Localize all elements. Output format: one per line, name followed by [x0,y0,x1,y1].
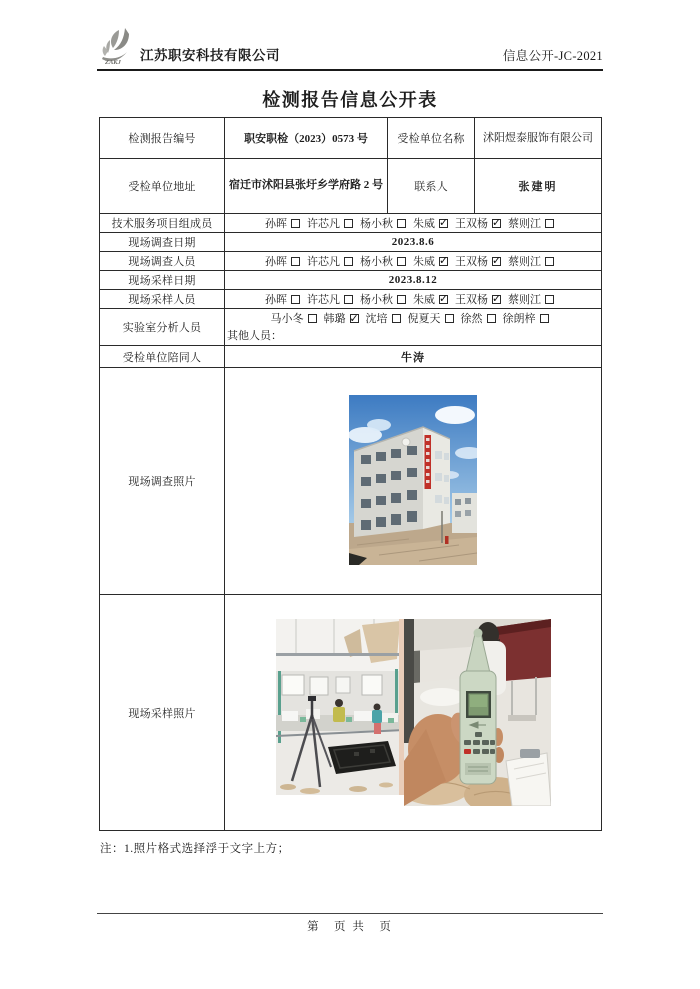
companion-value: 牛涛 [225,346,602,368]
staff-member [324,313,359,325]
staff-member [265,218,300,230]
checkbox-icon [397,219,406,228]
staff-member-name: 蔡则江 [508,256,541,268]
sampling-date-value: 2023.8.12 [225,271,602,290]
other-staff-label: 其他人员： [227,329,282,342]
checkbox-checked-icon [439,219,448,228]
table-row [100,118,602,159]
checkbox-checked-icon [492,219,501,228]
checkbox-icon [545,219,554,228]
survey-date-value: 2023.8.6 [225,233,602,252]
staff-member [366,313,401,325]
staff-member-name: 许芯凡 [307,294,340,306]
lab-staff-members [227,311,599,327]
checkbox-icon [540,314,549,323]
checkbox-checked-icon [492,295,501,304]
staff-member-name: 徐然 [460,312,483,325]
table-row [100,214,602,233]
staff-member-name: 王双杨 [455,218,488,230]
staff-member-name: 朱威 [413,294,435,306]
staff-member [360,294,406,306]
table-row [100,368,602,595]
page-footer: 第 页 共 页 [97,913,603,934]
staff-member [271,313,317,325]
checkbox-icon [392,314,401,323]
staff-member-name: 杨小秋 [360,294,393,306]
staff-member [455,256,501,268]
checkbox-icon [291,295,300,304]
staff-member-name: 许芯凡 [307,218,340,230]
staff-member [360,218,406,230]
survey-staff-members [225,252,602,271]
staff-member [413,256,448,268]
sampling-date-label: 现场采样日期 [100,271,225,290]
checkbox-icon [445,314,454,323]
staff-member-name: 马小冬 [270,312,304,325]
checkbox-icon [308,314,317,323]
staff-member-name: 韩璐 [323,312,346,325]
address-label: 受检单位地址 [100,159,225,214]
staff-member-name: 倪夏天 [407,312,441,325]
checkbox-icon [344,257,353,266]
staff-member-name: 徐朗梓 [502,312,536,325]
company-logo-icon [97,26,139,66]
sampling-staff-label: 现场采样人员 [100,290,225,309]
table-row [100,233,602,252]
checkbox-icon [291,257,300,266]
contact-value: 张建明 [475,159,602,214]
sampling-staff-members [225,290,602,309]
sampling-photo-noise-meter [404,619,551,806]
checkbox-icon [397,257,406,266]
survey-photo-building [349,395,477,565]
survey-photo-cell [225,368,602,595]
survey-date-label: 现场调查日期 [100,233,225,252]
staff-member [307,218,353,230]
tech-team-members [225,214,602,233]
staff-member-name: 许芯凡 [307,256,340,268]
lab-staff-cell [225,309,602,346]
page-title: 检测报告信息公开表 [262,90,438,110]
staff-member-name: 孙晖 [265,256,287,268]
checkbox-checked-icon [350,314,359,323]
unit-name-label: 受检单位名称 [388,118,475,159]
company-name: 江苏职安科技有限公司 [140,48,280,63]
staff-member [455,294,501,306]
tech-team-label: 技术服务项目组成员 [100,214,225,233]
table-row [100,309,602,346]
checkbox-icon [545,257,554,266]
contact-label: 联系人 [388,159,475,214]
staff-member [265,256,300,268]
staff-member [508,218,554,230]
checkbox-icon [487,314,496,323]
table-row [100,271,602,290]
staff-member [307,256,353,268]
survey-staff-label: 现场调查人员 [100,252,225,271]
checkbox-icon [291,219,300,228]
table-row [100,595,602,831]
staff-member [508,256,554,268]
checkbox-checked-icon [439,257,448,266]
unit-name-value: 沭阳煜泰服饰有限公司 [475,118,602,159]
staff-member [508,294,554,306]
staff-member-name: 杨小秋 [360,218,393,230]
doc-code: 信息公开-JC-2021 [502,49,603,63]
checkbox-icon [344,295,353,304]
staff-member-name: 王双杨 [455,256,488,268]
svg-text:ZAKJ: ZAKJ [105,59,121,66]
staff-member-name: 孙晖 [265,218,287,230]
staff-member-name: 沈培 [365,312,388,325]
checkbox-icon [397,295,406,304]
info-table [99,117,602,831]
staff-member-name: 孙晖 [265,294,287,306]
staff-member [360,256,406,268]
checkbox-icon [344,219,353,228]
staff-member-name: 朱威 [413,256,435,268]
staff-member-name: 蔡则江 [508,218,541,230]
address-value: 宿迁市沭阳县张圩乡学府路 2 号 [225,159,388,214]
table-row [100,159,602,214]
sampling-photo-workshop [276,619,404,795]
lab-staff-label: 实验室分析人员 [100,309,225,346]
staff-member [307,294,353,306]
companion-label: 受检单位陪同人 [100,346,225,368]
staff-member [503,313,549,325]
staff-member [461,313,496,325]
staff-member [413,218,448,230]
table-row [100,346,602,368]
table-row [100,252,602,271]
sampling-photo-cell [225,595,602,831]
staff-member-name: 王双杨 [455,294,488,306]
footnote: 注：1.照片格式选择浮于文字上方； [100,843,290,855]
checkbox-checked-icon [439,295,448,304]
report-no-value: 职安职检（2023）0573 号 [225,118,388,159]
staff-member [455,218,501,230]
staff-member [413,294,448,306]
table-row [100,290,602,309]
checkbox-checked-icon [492,257,501,266]
sampling-photo-label: 现场采样照片 [100,595,225,831]
staff-member [265,294,300,306]
checkbox-icon [545,295,554,304]
staff-member-name: 杨小秋 [360,256,393,268]
staff-member [408,313,454,325]
page-header [97,26,603,71]
staff-member-name: 朱威 [413,218,435,230]
report-no-label: 检测报告编号 [100,118,225,159]
staff-member-name: 蔡则江 [508,294,541,306]
survey-photo-label: 现场调查照片 [100,368,225,595]
